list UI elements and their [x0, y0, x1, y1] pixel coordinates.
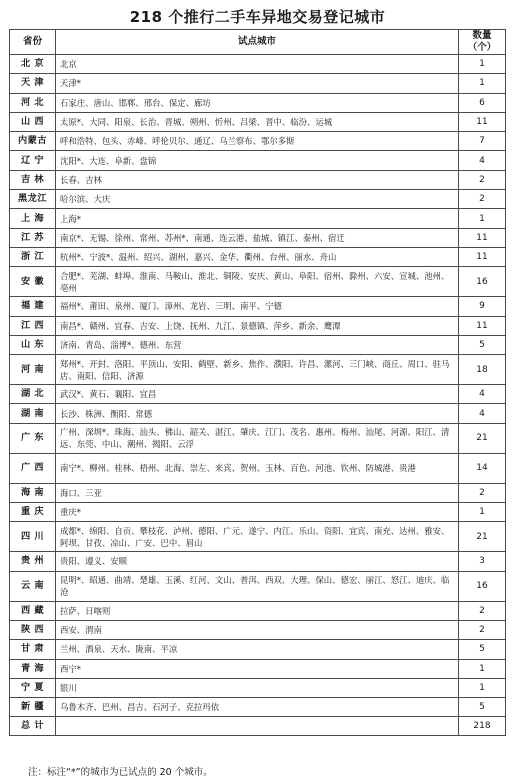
table-row: [10, 552, 506, 571]
province-cell: 广 西: [10, 453, 56, 483]
count-cell: 1: [459, 55, 506, 74]
count-cell: 3: [459, 552, 506, 571]
count-cell: 21: [459, 522, 506, 552]
table-row: [10, 132, 506, 151]
cities-cell: 长沙、株洲、衡阳、常德: [56, 404, 459, 423]
count-cell: 7: [459, 132, 506, 151]
province-cell: 四 川: [10, 522, 56, 552]
province-cell: 甘 肃: [10, 640, 56, 659]
cities-cell: 上海*: [56, 209, 459, 228]
cities-cell: 银川: [56, 678, 459, 697]
count-cell: 1: [459, 503, 506, 522]
province-cell: 北 京: [10, 55, 56, 74]
table-row: [10, 678, 506, 697]
province-cell: 山 东: [10, 335, 56, 354]
cities-cell: 沈阳*、大连、阜新、盘锦: [56, 151, 459, 170]
province-cell: 辽 宁: [10, 151, 56, 170]
cities-cell: 海口、三亚: [56, 483, 459, 502]
cities-cell: 南昌*、赣州、宜春、吉安、上饶、抚州、九江、景德镇、萍乡、新余、鹰潭: [56, 316, 459, 335]
count-cell: 11: [459, 247, 506, 266]
count-cell: 4: [459, 151, 506, 170]
cities-cell: 长春、吉林: [56, 170, 459, 189]
count-cell: 4: [459, 404, 506, 423]
cities-cell: 昆明*、昭通、曲靖、楚雄、玉溪、红河、文山、普洱、西双、大理、保山、德宏、丽江、怒江、迪庆、临沧: [56, 571, 459, 601]
table-row: [10, 316, 506, 335]
table-row: [10, 112, 506, 131]
count-cell: 2: [459, 620, 506, 639]
cities-cell: 贵阳、遵义、安顺: [56, 552, 459, 571]
province-cell: 广 东: [10, 423, 56, 453]
count-cell: 5: [459, 698, 506, 717]
province-cell: 西 藏: [10, 601, 56, 620]
header-cities: 试点城市: [56, 30, 459, 55]
province-cell: 福 建: [10, 297, 56, 316]
cities-cell: 北京: [56, 55, 459, 74]
table-row: [10, 453, 506, 483]
count-cell: 21: [459, 423, 506, 453]
table-row: [10, 601, 506, 620]
count-cell: 4: [459, 385, 506, 404]
province-cell: 湖 北: [10, 385, 56, 404]
province-cell: 云 南: [10, 571, 56, 601]
province-cell: 海 南: [10, 483, 56, 502]
province-cell: 上 海: [10, 209, 56, 228]
count-cell: 5: [459, 335, 506, 354]
table-row: [10, 355, 506, 385]
table-row: [10, 151, 506, 170]
count-cell: 11: [459, 316, 506, 335]
province-cell: 天 津: [10, 74, 56, 93]
cities-cell: 南京*、无锡、徐州、常州、苏州*、南通、连云港、盐城、镇江、泰州、宿迁: [56, 228, 459, 247]
table-row: [10, 247, 506, 266]
cities-cell: 太原*、大同、阳泉、长治、晋城、朔州、忻州、吕梁、晋中、临汾、运城: [56, 112, 459, 131]
province-cell: 黑龙江: [10, 190, 56, 209]
total-label: 总 计: [10, 717, 56, 736]
table-row: [10, 620, 506, 639]
cities-cell: 重庆*: [56, 503, 459, 522]
table-header-row: [10, 30, 506, 55]
cities-cell: 广州、深圳*、珠海、汕头、佛山、韶关、湛江、肇庆、江门、茂名、惠州、梅州、汕尾、河源、阳江、清远、东莞、中山、潮州、揭阳、云浮: [56, 423, 459, 453]
cities-cell: 兰州、酒泉、天水、陇南、平凉: [56, 640, 459, 659]
table-row: [10, 335, 506, 354]
count-cell: 2: [459, 601, 506, 620]
count-cell: 2: [459, 483, 506, 502]
cities-cell: 南宁*、柳州、桂林、梧州、北海、崇左、来宾、贺州、玉林、百色、河池、钦州、防城港、贵港: [56, 453, 459, 483]
table-row: [10, 640, 506, 659]
header-count: 数量（个）: [459, 30, 506, 55]
count-cell: 16: [459, 571, 506, 601]
province-cell: 贵 州: [10, 552, 56, 571]
province-cell: 吉 林: [10, 170, 56, 189]
pilot-cities-table: [9, 29, 506, 736]
province-cell: 江 西: [10, 316, 56, 335]
province-cell: 宁 夏: [10, 678, 56, 697]
table-row: [10, 55, 506, 74]
total-row: [10, 717, 506, 736]
table-row: [10, 571, 506, 601]
province-cell: 陕 西: [10, 620, 56, 639]
province-cell: 浙 江: [10, 247, 56, 266]
count-cell: 2: [459, 190, 506, 209]
table-row: [10, 267, 506, 297]
table-row: [10, 698, 506, 717]
table-row: [10, 659, 506, 678]
cities-cell: 福州*、莆田、泉州、厦门、漳州、龙岩、三明、南平、宁德: [56, 297, 459, 316]
cities-cell: 哈尔滨、大庆: [56, 190, 459, 209]
count-cell: 18: [459, 355, 506, 385]
count-cell: 14: [459, 453, 506, 483]
count-cell: 16: [459, 267, 506, 297]
table-row: [10, 74, 506, 93]
total-empty: [56, 717, 459, 736]
cities-cell: 乌鲁木齐、巴州、昌吉、石河子、克拉玛依: [56, 698, 459, 717]
cities-cell: 石家庄、唐山、邯郸、邢台、保定、廊坊: [56, 93, 459, 112]
cities-cell: 天津*: [56, 74, 459, 93]
table-row: [10, 93, 506, 112]
cities-cell: 西安、渭南: [56, 620, 459, 639]
count-cell: 11: [459, 228, 506, 247]
table-row: [10, 297, 506, 316]
province-cell: 河 南: [10, 355, 56, 385]
count-cell: 2: [459, 170, 506, 189]
cities-cell: 西宁*: [56, 659, 459, 678]
count-cell: 11: [459, 112, 506, 131]
cities-cell: 成都*、绵阳、自贡、攀枝花、泸州、德阳、广元、遂宁、内江、乐山、资阳、宜宾、南充、达州、雅安、阿坝、甘孜、凉山、广安、巴中、眉山: [56, 522, 459, 552]
province-cell: 安 徽: [10, 267, 56, 297]
cities-cell: 呼和浩特、包头、赤峰、呼伦贝尔、通辽、乌兰察布、鄂尔多斯: [56, 132, 459, 151]
table-row: [10, 503, 506, 522]
cities-cell: 杭州*、宁波*、温州、绍兴、湖州、嘉兴、金华、衢州、台州、丽水、舟山: [56, 247, 459, 266]
table-row: [10, 483, 506, 502]
province-cell: 青 海: [10, 659, 56, 678]
count-cell: 9: [459, 297, 506, 316]
province-cell: 河 北: [10, 93, 56, 112]
header-province: 省份: [10, 30, 56, 55]
table-row: [10, 423, 506, 453]
cities-cell: 郑州*、开封、洛阳、平顶山、安阳、鹤壁、新乡、焦作、濮阳、许昌、漯河、三门峡、商丘、周口、驻马店、南阳、信阳、济源: [56, 355, 459, 385]
cities-cell: 武汉*、黄石、襄阳、宜昌: [56, 385, 459, 404]
province-cell: 新 疆: [10, 698, 56, 717]
table-row: [10, 522, 506, 552]
table-row: [10, 385, 506, 404]
province-cell: 山 西: [10, 112, 56, 131]
cities-cell: 济南、青岛、淄博*、德州、东营: [56, 335, 459, 354]
count-cell: 6: [459, 93, 506, 112]
province-cell: 重 庆: [10, 503, 56, 522]
table-row: [10, 404, 506, 423]
footnote: 注：标注“*”的城市为已试点的 20 个城市。: [28, 767, 213, 778]
count-cell: 1: [459, 209, 506, 228]
table-row: [10, 228, 506, 247]
province-cell: 江 苏: [10, 228, 56, 247]
province-cell: 内蒙古: [10, 132, 56, 151]
table-row: [10, 209, 506, 228]
cities-cell: 合肥*、芜湖、蚌埠、淮南、马鞍山、淮北、铜陵、安庆、黄山、阜阳、宿州、滁州、六安、宣城、池州、亳州: [56, 267, 459, 297]
cities-cell: 拉萨、日喀则: [56, 601, 459, 620]
province-cell: 湖 南: [10, 404, 56, 423]
table-row: [10, 190, 506, 209]
total-value: 218: [459, 717, 506, 736]
count-cell: 1: [459, 74, 506, 93]
count-cell: 5: [459, 640, 506, 659]
table-row: [10, 170, 506, 189]
count-cell: 1: [459, 678, 506, 697]
page-title: 218 个推行二手车异地交易登记城市: [129, 8, 386, 26]
count-cell: 1: [459, 659, 506, 678]
